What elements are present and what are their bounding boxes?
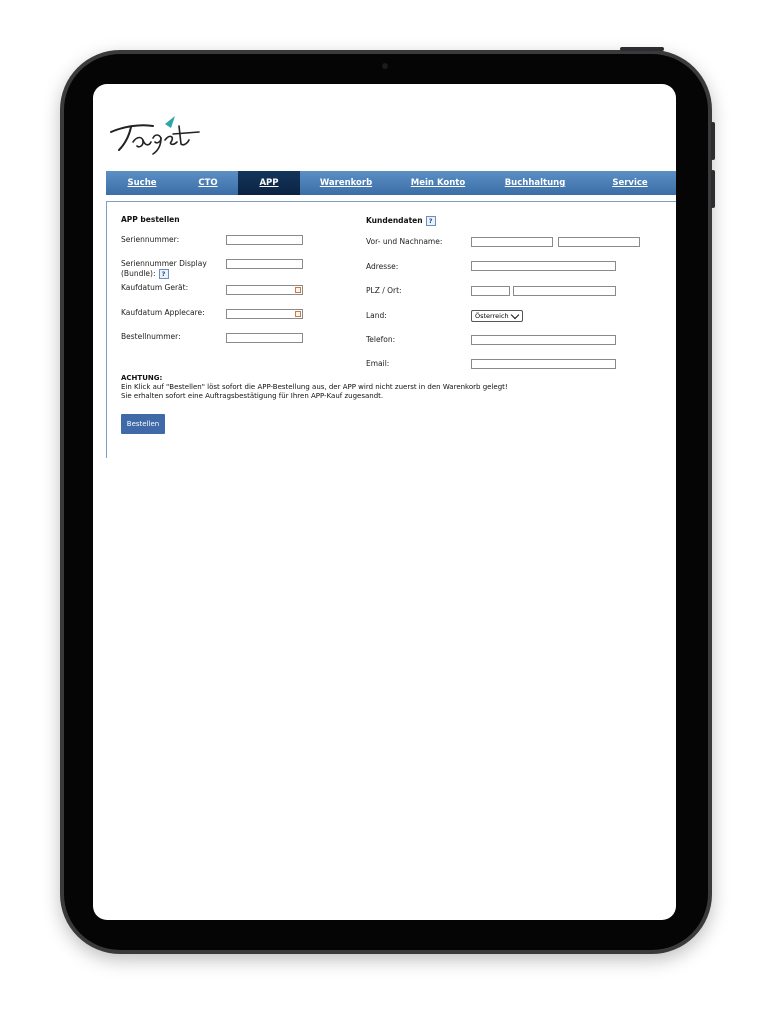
- zip-city-label: PLZ / Ort:: [366, 286, 402, 295]
- phone-input[interactable]: [471, 335, 616, 345]
- notice-line-1: Ein Klick auf "Bestellen" löst sofort die APP-Bestellung aus, der APP wird nicht zuerst in den Warenkorb gelegt!: [121, 383, 508, 391]
- calendar-icon[interactable]: [295, 311, 301, 317]
- nav-item-app[interactable]: APP: [238, 171, 300, 195]
- screen: [93, 84, 676, 920]
- order-number-input[interactable]: [226, 333, 303, 343]
- order-heading: APP bestellen: [121, 215, 180, 224]
- city-input[interactable]: [513, 286, 616, 296]
- camera-icon: [382, 63, 388, 69]
- address-input[interactable]: [471, 261, 616, 271]
- serial-label: Seriennummer:: [121, 235, 180, 244]
- phone-label: Telefon:: [366, 335, 396, 344]
- device-date-input[interactable]: [226, 285, 303, 295]
- email-input[interactable]: [471, 359, 616, 369]
- chevron-down-icon: [510, 310, 518, 318]
- country-select[interactable]: [471, 310, 523, 322]
- name-label: Vor- und Nachname:: [366, 237, 443, 246]
- volume-down-button: [711, 170, 715, 208]
- email-label: Email:: [366, 359, 390, 368]
- notice-line-2: Sie erhalten sofort eine Auftragsbestätigung für Ihren APP-Kauf zugesandt.: [121, 392, 384, 400]
- first-name-input[interactable]: [471, 237, 553, 247]
- customer-heading: Kundendaten ?: [366, 216, 436, 226]
- order-panel: [106, 201, 676, 458]
- applecare-date-label: Kaufdatum Applecare:: [121, 308, 205, 317]
- notice-title: ACHTUNG:: [121, 374, 163, 382]
- target-logo[interactable]: [107, 112, 203, 156]
- display-serial-input[interactable]: [226, 259, 303, 269]
- main-navigation: [106, 171, 676, 195]
- order-notice: [121, 374, 508, 401]
- country-label: Land:: [366, 311, 387, 320]
- applecare-date-input[interactable]: [226, 309, 303, 319]
- volume-up-button: [711, 122, 715, 160]
- device-date-label: Kaufdatum Gerät:: [121, 283, 189, 292]
- power-button: [620, 47, 664, 51]
- nav-item-cto[interactable]: CTO: [198, 178, 218, 188]
- nav-item-service[interactable]: Service: [612, 178, 648, 188]
- nav-item-suche[interactable]: Suche: [127, 178, 157, 188]
- address-label: Adresse:: [366, 262, 399, 271]
- last-name-input[interactable]: [558, 237, 640, 247]
- serial-input[interactable]: [226, 235, 303, 245]
- help-icon[interactable]: ?: [159, 269, 169, 279]
- nav-item-buchhaltung[interactable]: Buchhaltung: [504, 178, 566, 188]
- country-select-value: Österreich: [475, 312, 509, 320]
- zip-input[interactable]: [471, 286, 510, 296]
- display-serial-label: Seriennummer Display (Bundle): ?: [121, 259, 207, 278]
- nav-item-warenkorb[interactable]: Warenkorb: [319, 178, 373, 188]
- nav-item-mein-konto[interactable]: Mein Konto: [410, 178, 466, 188]
- help-icon[interactable]: ?: [426, 216, 436, 226]
- submit-button[interactable]: Bestellen: [121, 414, 165, 434]
- order-number-label: Bestellnummer:: [121, 332, 181, 341]
- calendar-icon[interactable]: [295, 287, 301, 293]
